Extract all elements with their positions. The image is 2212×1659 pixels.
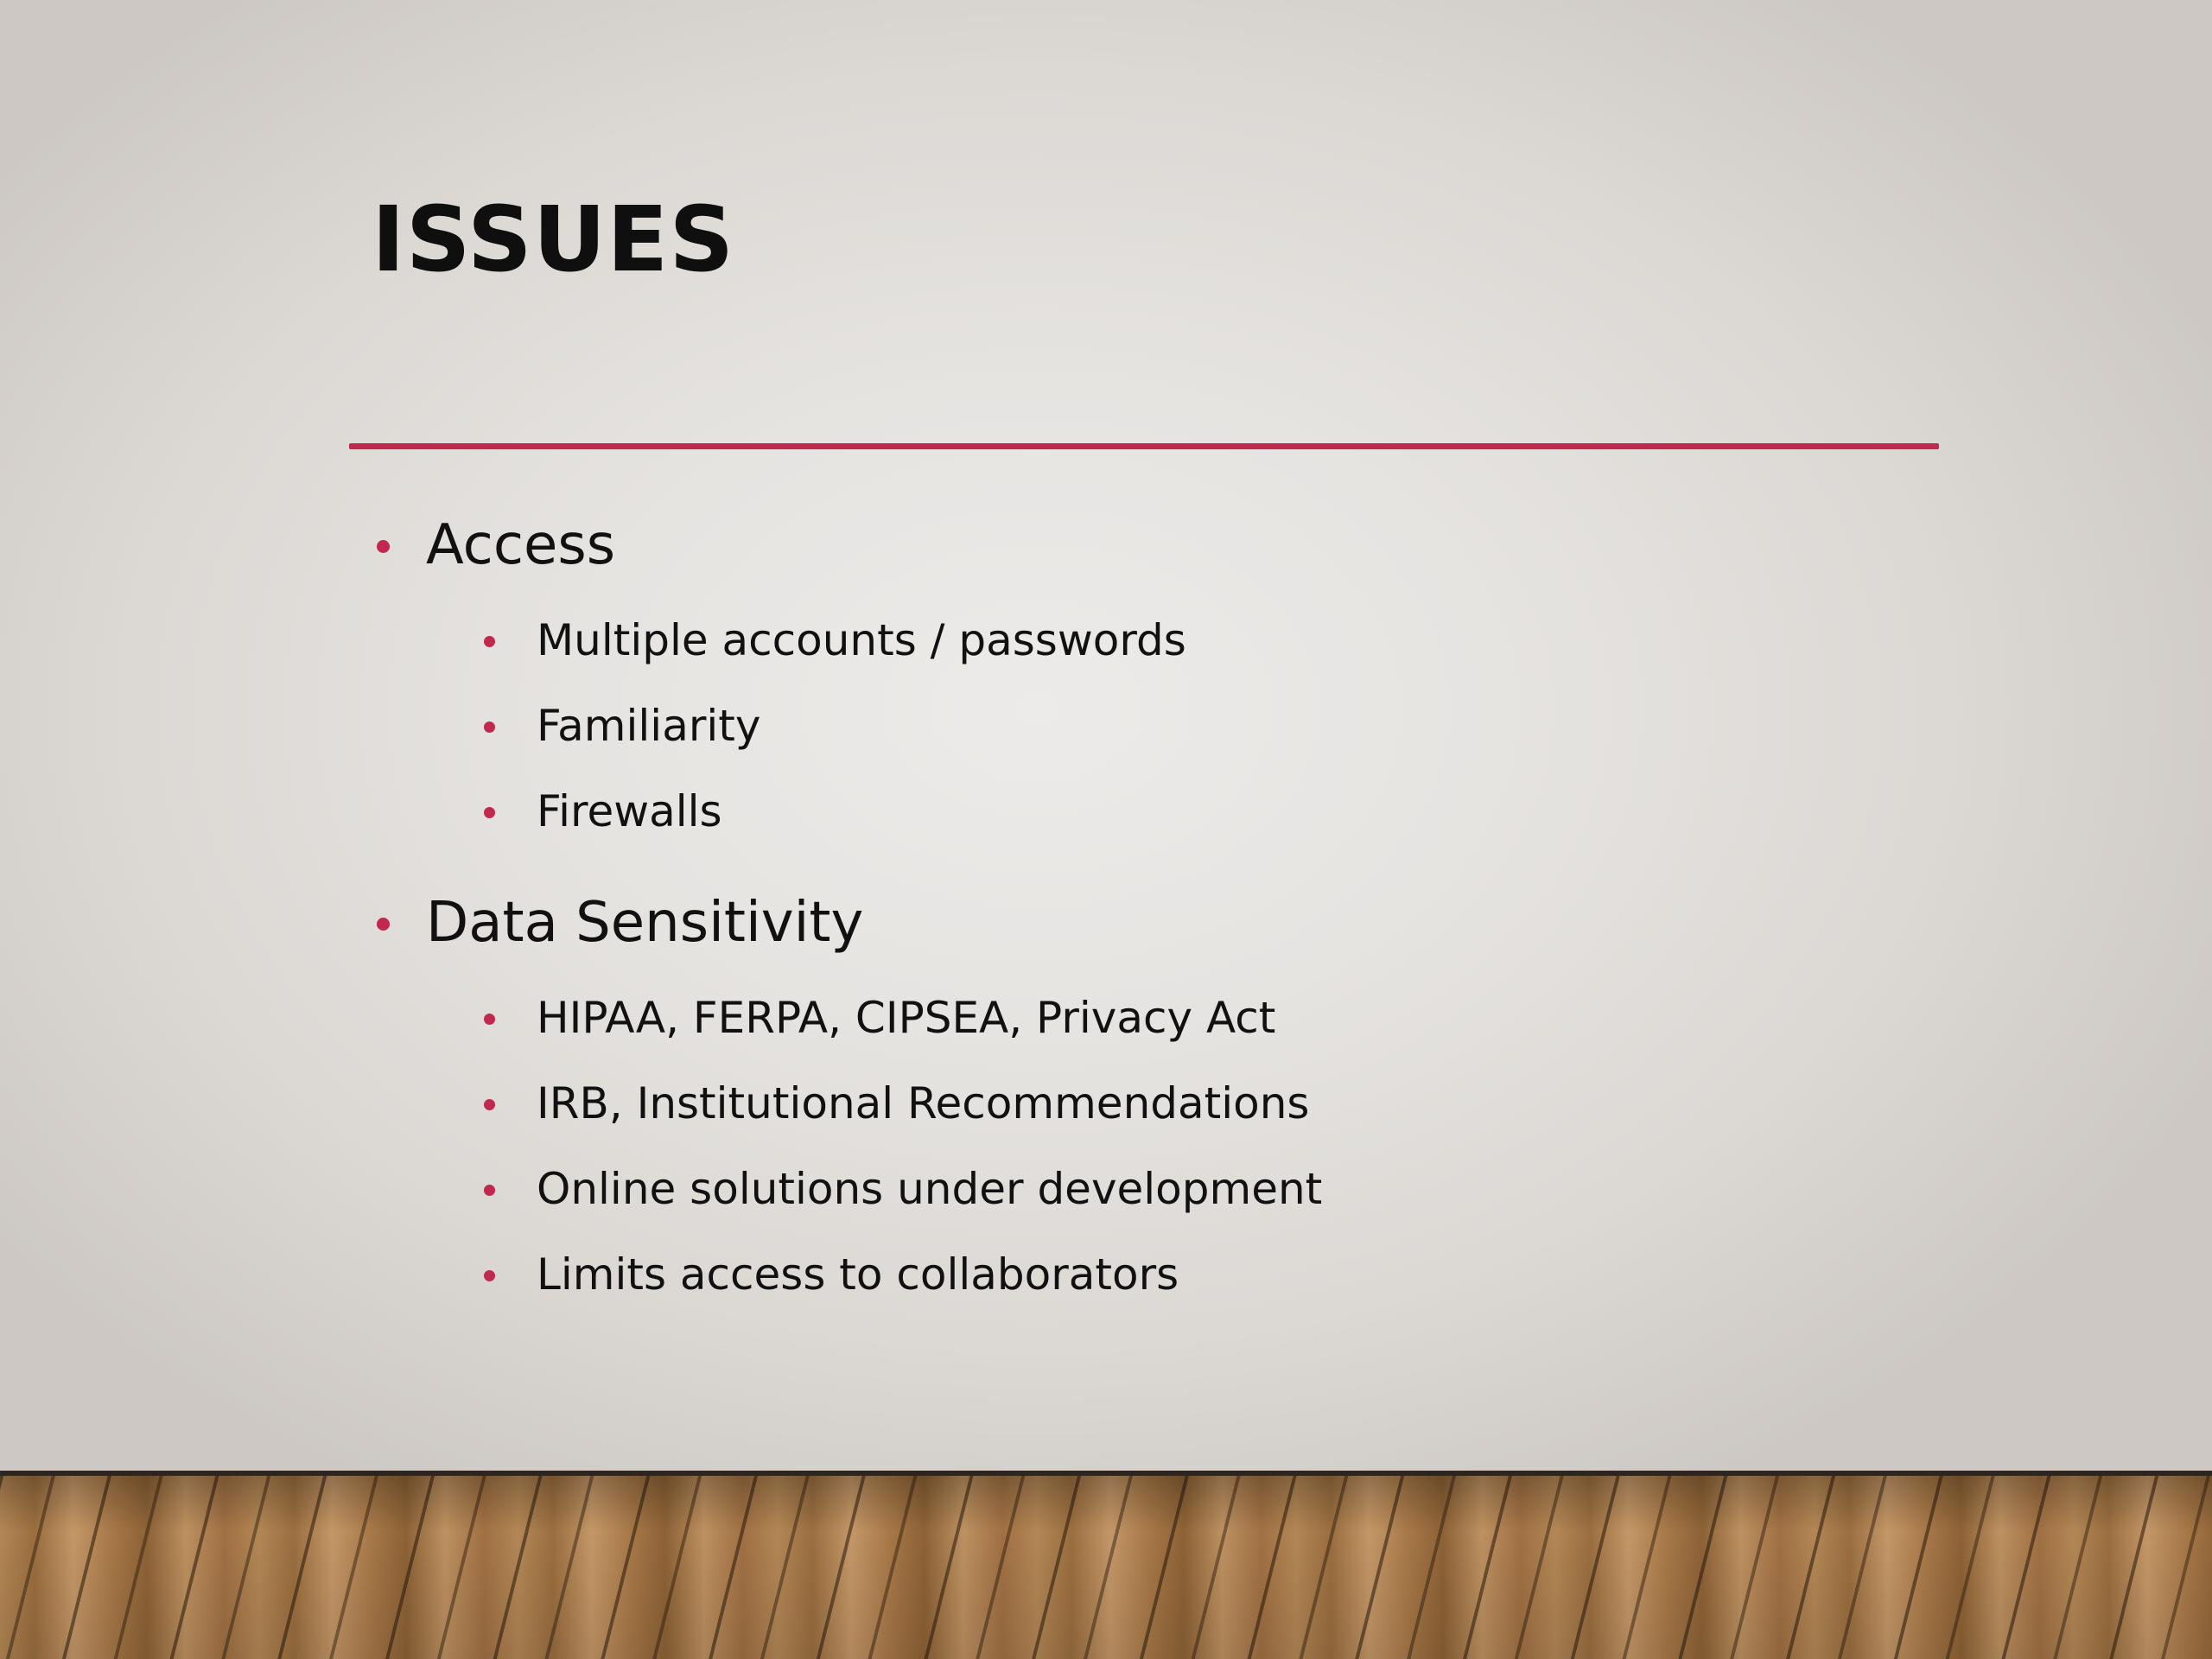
wooden-floor-background (0, 1476, 2212, 1659)
bullet-text: Familiarity (537, 701, 761, 751)
bullet-text: Access (426, 513, 616, 577)
title-divider (349, 443, 1939, 449)
bullet-text: Limits access to collaborators (537, 1249, 1179, 1300)
bullet-icon (377, 918, 390, 931)
bullet-icon (484, 1014, 495, 1025)
sub-bullet-item (537, 615, 1186, 665)
bullet-text: Data Sensitivity (426, 891, 864, 955)
sub-bullet-item (537, 1249, 1179, 1300)
bullet-icon (484, 1099, 495, 1110)
bullet-text: HIPAA, FERPA, CIPSEA, Privacy Act (537, 993, 1276, 1043)
bullet-icon (484, 636, 495, 647)
sub-bullet-item (537, 993, 1276, 1043)
sub-bullet-item (537, 786, 722, 836)
bullet-text: Multiple accounts / passwords (537, 615, 1186, 665)
bullet-icon (484, 1270, 495, 1281)
bullet-text: Online solutions under development (537, 1164, 1323, 1214)
bullet-icon (484, 807, 495, 818)
bullet-text: IRB, Institutional Recommendations (537, 1078, 1310, 1128)
bullet-icon (377, 540, 390, 553)
bullet-item-access (426, 513, 616, 577)
bullet-icon (484, 1185, 495, 1196)
slide-title: ISSUES (372, 187, 735, 292)
sub-bullet-item (537, 701, 761, 751)
sub-bullet-item (537, 1078, 1310, 1128)
bullet-text: Firewalls (537, 786, 722, 836)
sub-bullet-item (537, 1164, 1323, 1214)
bullet-icon (484, 721, 495, 733)
bullet-item-data-sensitivity (426, 891, 864, 955)
